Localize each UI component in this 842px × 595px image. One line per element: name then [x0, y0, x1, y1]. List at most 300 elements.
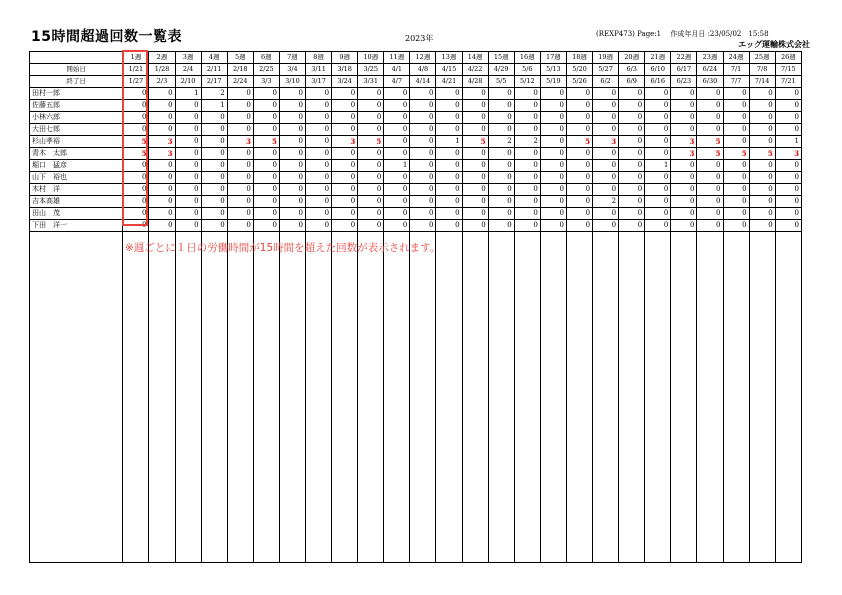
count-cell: 0 — [697, 220, 723, 232]
employee-name-cell: 下田 洋一 — [30, 220, 123, 232]
count-cell: 0 — [123, 196, 149, 208]
count-cell: 0 — [619, 184, 645, 196]
filler-cell — [540, 232, 566, 563]
count-cell: 5 — [358, 136, 384, 148]
count-cell: 0 — [749, 172, 775, 184]
count-cell: 0 — [332, 160, 358, 172]
count-cell: 0 — [410, 196, 436, 208]
count-cell: 0 — [514, 196, 540, 208]
week-header-cell: 23週 — [697, 52, 723, 64]
count-cell: 0 — [671, 124, 697, 136]
start-date-cell: 6/10 — [645, 64, 671, 76]
count-cell: 0 — [514, 208, 540, 220]
count-cell: 0 — [279, 88, 305, 100]
count-cell: 0 — [279, 208, 305, 220]
count-cell: 0 — [175, 196, 201, 208]
count-cell: 0 — [514, 172, 540, 184]
count-cell: 0 — [775, 208, 801, 220]
count-cell: 0 — [410, 88, 436, 100]
employee-row — [30, 160, 802, 172]
count-cell: 0 — [619, 124, 645, 136]
count-cell: 0 — [253, 220, 279, 232]
count-cell: 0 — [332, 124, 358, 136]
count-cell: 0 — [306, 100, 332, 112]
count-cell: 0 — [175, 136, 201, 148]
count-cell: 0 — [619, 136, 645, 148]
count-cell: 0 — [593, 88, 619, 100]
end-date-cell: 4/21 — [436, 76, 462, 88]
employee-row — [30, 88, 802, 100]
count-cell: 0 — [410, 160, 436, 172]
start-date-cell: 6/3 — [619, 64, 645, 76]
start-date-cell: 2/25 — [253, 64, 279, 76]
count-cell: 1 — [175, 88, 201, 100]
count-cell: 0 — [671, 100, 697, 112]
count-cell: 0 — [227, 124, 253, 136]
count-cell: 0 — [279, 100, 305, 112]
count-cell: 0 — [149, 160, 175, 172]
count-cell: 0 — [645, 184, 671, 196]
week-header-cell: 14週 — [462, 52, 488, 64]
count-cell: 0 — [540, 124, 566, 136]
week-header-row — [30, 52, 802, 64]
filler-cell — [619, 232, 645, 563]
count-cell: 0 — [227, 112, 253, 124]
count-cell: 0 — [227, 148, 253, 160]
count-cell: 0 — [358, 208, 384, 220]
count-cell: 1 — [384, 160, 410, 172]
count-cell: 0 — [384, 88, 410, 100]
start-date-cell: 5/6 — [514, 64, 540, 76]
count-cell: 0 — [123, 124, 149, 136]
count-cell: 0 — [645, 100, 671, 112]
end-date-cell: 5/5 — [488, 76, 514, 88]
count-cell: 3 — [332, 136, 358, 148]
count-cell: 0 — [175, 220, 201, 232]
count-cell: 0 — [775, 124, 801, 136]
end-date-cell: 7/7 — [723, 76, 749, 88]
start-date-cell: 5/13 — [540, 64, 566, 76]
end-date-cell: 2/10 — [175, 76, 201, 88]
count-cell: 0 — [462, 184, 488, 196]
filler-cell — [227, 232, 253, 563]
count-cell: 0 — [279, 184, 305, 196]
count-cell: 0 — [514, 148, 540, 160]
count-cell: 0 — [749, 100, 775, 112]
count-cell: 0 — [253, 172, 279, 184]
count-cell: 0 — [593, 184, 619, 196]
count-cell: 1 — [201, 100, 227, 112]
start-date-cell: 4/15 — [436, 64, 462, 76]
count-cell: 0 — [462, 112, 488, 124]
count-cell: 0 — [201, 112, 227, 124]
count-cell: 0 — [775, 160, 801, 172]
count-cell: 0 — [749, 220, 775, 232]
employee-name-cell: 山下 裕也 — [30, 172, 123, 184]
employee-row — [30, 184, 802, 196]
count-cell: 0 — [488, 184, 514, 196]
count-cell: 0 — [697, 112, 723, 124]
count-cell: 5 — [253, 136, 279, 148]
filler-cell — [306, 232, 332, 563]
count-cell: 0 — [253, 184, 279, 196]
count-cell: 0 — [462, 196, 488, 208]
count-cell: 0 — [332, 196, 358, 208]
count-cell: 0 — [175, 208, 201, 220]
count-cell: 0 — [149, 184, 175, 196]
count-cell: 0 — [279, 112, 305, 124]
count-cell: 0 — [488, 148, 514, 160]
count-cell: 0 — [332, 100, 358, 112]
count-cell: 0 — [566, 196, 592, 208]
report-year: 2023年 — [405, 34, 434, 43]
count-cell: 0 — [593, 148, 619, 160]
count-cell: 0 — [201, 208, 227, 220]
count-cell: 0 — [384, 148, 410, 160]
count-cell: 0 — [175, 124, 201, 136]
count-cell: 0 — [514, 112, 540, 124]
count-cell: 0 — [462, 172, 488, 184]
count-cell: 0 — [436, 124, 462, 136]
count-cell: 0 — [540, 160, 566, 172]
week-header-cell: 20週 — [619, 52, 645, 64]
count-cell: 0 — [201, 172, 227, 184]
end-date-cell: 3/10 — [279, 76, 305, 88]
count-cell: 0 — [175, 112, 201, 124]
count-cell: 0 — [279, 160, 305, 172]
end-date-label: 終了日 — [30, 76, 123, 88]
start-date-cell: 4/22 — [462, 64, 488, 76]
count-cell: 0 — [540, 136, 566, 148]
week-header-cell: 10週 — [358, 52, 384, 64]
start-date-cell: 7/1 — [723, 64, 749, 76]
count-cell: 0 — [697, 100, 723, 112]
end-date-cell: 6/2 — [593, 76, 619, 88]
filler-cell — [253, 232, 279, 563]
count-cell: 0 — [279, 172, 305, 184]
count-cell: 0 — [723, 220, 749, 232]
count-cell: 0 — [723, 124, 749, 136]
count-cell: 0 — [149, 196, 175, 208]
filler-cell — [514, 232, 540, 563]
week-header-cell: 26週 — [775, 52, 801, 64]
count-cell: 0 — [149, 124, 175, 136]
count-cell: 0 — [566, 160, 592, 172]
count-cell: 0 — [306, 88, 332, 100]
end-date-cell: 7/14 — [749, 76, 775, 88]
start-date-cell: 4/8 — [410, 64, 436, 76]
count-cell: 0 — [566, 208, 592, 220]
end-date-cell: 1/27 — [123, 76, 149, 88]
count-cell: 0 — [436, 112, 462, 124]
end-date-cell: 4/28 — [462, 76, 488, 88]
end-date-cell: 5/19 — [540, 76, 566, 88]
count-cell: 0 — [149, 172, 175, 184]
employee-row — [30, 112, 802, 124]
count-cell: 0 — [149, 220, 175, 232]
week-header-cell: 3週 — [175, 52, 201, 64]
count-cell: 0 — [723, 184, 749, 196]
count-cell: 0 — [488, 100, 514, 112]
count-cell: 2 — [593, 196, 619, 208]
count-cell: 0 — [123, 88, 149, 100]
count-cell: 0 — [306, 136, 332, 148]
count-cell: 0 — [175, 160, 201, 172]
count-cell: 0 — [566, 184, 592, 196]
report-title: 15時間超過回数一覧表 — [31, 29, 182, 45]
filler-cell — [279, 232, 305, 563]
count-cell: 0 — [462, 220, 488, 232]
count-cell: 0 — [540, 184, 566, 196]
count-cell: 0 — [488, 196, 514, 208]
count-cell: 0 — [488, 124, 514, 136]
start-date-row — [30, 64, 802, 76]
end-date-cell: 6/23 — [671, 76, 697, 88]
count-cell: 0 — [175, 148, 201, 160]
count-cell: 0 — [227, 208, 253, 220]
annotation-note: ※週ごとに１日の労働時間が15時間を超えた回数が表示されます。 — [125, 242, 441, 254]
count-cell: 0 — [540, 220, 566, 232]
end-date-row — [30, 76, 802, 88]
end-date-cell: 5/12 — [514, 76, 540, 88]
count-cell: 0 — [671, 88, 697, 100]
filler-cell — [436, 232, 462, 563]
count-cell: 0 — [384, 172, 410, 184]
count-cell: 0 — [384, 208, 410, 220]
count-cell: 0 — [306, 112, 332, 124]
count-cell: 0 — [436, 184, 462, 196]
count-cell: 0 — [671, 208, 697, 220]
count-cell: 1 — [645, 160, 671, 172]
count-cell: 0 — [462, 208, 488, 220]
count-cell: 0 — [279, 220, 305, 232]
start-date-cell: 3/4 — [279, 64, 305, 76]
count-cell: 0 — [619, 220, 645, 232]
count-cell: 0 — [149, 112, 175, 124]
count-cell: 0 — [123, 160, 149, 172]
filler-cell — [749, 232, 775, 563]
count-cell: 0 — [749, 208, 775, 220]
week-header-cell: 7週 — [279, 52, 305, 64]
count-cell: 0 — [384, 124, 410, 136]
count-cell: 0 — [410, 148, 436, 160]
count-cell: 0 — [514, 100, 540, 112]
end-date-cell: 7/21 — [775, 76, 801, 88]
count-cell: 0 — [384, 136, 410, 148]
week-header-cell: 15週 — [488, 52, 514, 64]
count-cell: 0 — [593, 172, 619, 184]
count-cell: 0 — [279, 136, 305, 148]
start-date-cell: 4/1 — [384, 64, 410, 76]
count-cell: 0 — [358, 124, 384, 136]
overtime-table — [29, 51, 802, 563]
count-cell: 0 — [332, 220, 358, 232]
count-cell: 0 — [227, 88, 253, 100]
count-cell: 0 — [749, 112, 775, 124]
start-date-cell: 3/25 — [358, 64, 384, 76]
count-cell: 0 — [201, 184, 227, 196]
count-cell: 0 — [306, 148, 332, 160]
count-cell: 0 — [488, 172, 514, 184]
filler-cell — [175, 232, 201, 563]
count-cell: 0 — [358, 184, 384, 196]
count-cell: 0 — [723, 172, 749, 184]
header-corner-cell — [30, 52, 123, 64]
count-cell: 0 — [645, 220, 671, 232]
start-date-label: 開始日 — [30, 64, 123, 76]
count-cell: 0 — [593, 220, 619, 232]
count-cell: 0 — [697, 124, 723, 136]
count-cell: 0 — [227, 220, 253, 232]
count-cell: 0 — [253, 196, 279, 208]
count-cell: 0 — [436, 100, 462, 112]
count-cell: 0 — [436, 160, 462, 172]
count-cell: 0 — [384, 196, 410, 208]
count-cell: 0 — [645, 196, 671, 208]
filler-cell — [462, 232, 488, 563]
count-cell: 0 — [488, 160, 514, 172]
count-cell: 0 — [619, 112, 645, 124]
count-cell: 0 — [306, 196, 332, 208]
count-cell: 2 — [201, 88, 227, 100]
count-cell: 0 — [253, 208, 279, 220]
count-cell: 0 — [332, 208, 358, 220]
employee-row — [30, 172, 802, 184]
count-cell: 0 — [123, 184, 149, 196]
start-date-cell: 2/18 — [227, 64, 253, 76]
count-cell: 0 — [619, 148, 645, 160]
count-cell: 0 — [775, 196, 801, 208]
count-cell: 0 — [514, 184, 540, 196]
start-date-cell: 2/4 — [175, 64, 201, 76]
count-cell: 0 — [514, 160, 540, 172]
count-cell: 0 — [253, 112, 279, 124]
count-cell: 0 — [488, 208, 514, 220]
start-date-cell: 1/28 — [149, 64, 175, 76]
count-cell: 0 — [201, 196, 227, 208]
count-cell: 0 — [253, 124, 279, 136]
start-date-cell: 3/18 — [332, 64, 358, 76]
end-date-cell: 3/31 — [358, 76, 384, 88]
start-date-cell: 4/29 — [488, 64, 514, 76]
employee-name-cell: 佐藤五郎 — [30, 100, 123, 112]
count-cell: 0 — [306, 124, 332, 136]
start-date-cell: 7/8 — [749, 64, 775, 76]
end-date-cell: 5/26 — [566, 76, 592, 88]
employee-row — [30, 208, 802, 220]
end-date-cell: 6/16 — [645, 76, 671, 88]
count-cell: 0 — [697, 184, 723, 196]
count-cell: 0 — [723, 100, 749, 112]
employee-name-cell: 青木 太郎 — [30, 148, 123, 160]
end-date-cell: 3/3 — [253, 76, 279, 88]
employee-row — [30, 124, 802, 136]
count-cell: 0 — [697, 196, 723, 208]
count-cell: 0 — [645, 136, 671, 148]
count-cell: 0 — [540, 208, 566, 220]
count-cell: 0 — [723, 160, 749, 172]
employee-name-cell: 田山 茂 — [30, 208, 123, 220]
filler-cell — [697, 232, 723, 563]
filler-cell — [671, 232, 697, 563]
count-cell: 0 — [201, 124, 227, 136]
count-cell: 0 — [436, 196, 462, 208]
count-cell: 0 — [540, 88, 566, 100]
count-cell: 0 — [488, 220, 514, 232]
week-header-cell: 22週 — [671, 52, 697, 64]
count-cell: 0 — [358, 160, 384, 172]
count-cell: 0 — [436, 148, 462, 160]
count-cell: 0 — [749, 184, 775, 196]
week-header-cell: 12週 — [410, 52, 436, 64]
count-cell: 0 — [619, 196, 645, 208]
start-date-cell: 1/21 — [123, 64, 149, 76]
count-cell: 0 — [123, 112, 149, 124]
count-cell: 0 — [306, 208, 332, 220]
count-cell: 0 — [723, 196, 749, 208]
count-cell: 0 — [775, 184, 801, 196]
count-cell: 3 — [149, 148, 175, 160]
count-cell: 0 — [462, 88, 488, 100]
count-cell: 5 — [723, 148, 749, 160]
week-header-cell: 25週 — [749, 52, 775, 64]
week-header-cell: 9週 — [332, 52, 358, 64]
count-cell: 0 — [697, 160, 723, 172]
count-cell: 0 — [645, 88, 671, 100]
count-cell: 0 — [645, 208, 671, 220]
count-cell: 0 — [775, 172, 801, 184]
count-cell: 0 — [671, 184, 697, 196]
count-cell: 0 — [566, 100, 592, 112]
count-cell: 0 — [488, 88, 514, 100]
count-cell: 0 — [749, 124, 775, 136]
end-date-cell: 6/9 — [619, 76, 645, 88]
employee-row — [30, 100, 802, 112]
week-header-cell: 8週 — [306, 52, 332, 64]
count-cell: 0 — [619, 172, 645, 184]
count-cell: 0 — [384, 100, 410, 112]
week-header-cell: 13週 — [436, 52, 462, 64]
count-cell: 0 — [540, 196, 566, 208]
count-cell: 0 — [566, 112, 592, 124]
filler-cell — [332, 232, 358, 563]
count-cell: 0 — [593, 160, 619, 172]
count-cell: 0 — [593, 112, 619, 124]
employee-name-cell: 堀口 猛彦 — [30, 160, 123, 172]
count-cell: 0 — [436, 208, 462, 220]
start-date-cell: 5/20 — [566, 64, 592, 76]
filler-cell — [123, 232, 149, 563]
count-cell: 0 — [671, 196, 697, 208]
count-cell: 0 — [566, 172, 592, 184]
count-cell: 0 — [566, 148, 592, 160]
week-header-cell: 4週 — [201, 52, 227, 64]
filler-cell — [723, 232, 749, 563]
count-cell: 0 — [410, 172, 436, 184]
count-cell: 0 — [619, 100, 645, 112]
count-cell: 0 — [410, 220, 436, 232]
count-cell: 5 — [566, 136, 592, 148]
count-cell: 0 — [332, 112, 358, 124]
employee-row — [30, 196, 802, 208]
count-cell: 0 — [201, 136, 227, 148]
count-cell: 0 — [723, 88, 749, 100]
count-cell: 5 — [697, 136, 723, 148]
count-cell: 0 — [462, 148, 488, 160]
count-cell: 5 — [749, 148, 775, 160]
count-cell: 0 — [436, 88, 462, 100]
count-cell: 0 — [123, 100, 149, 112]
